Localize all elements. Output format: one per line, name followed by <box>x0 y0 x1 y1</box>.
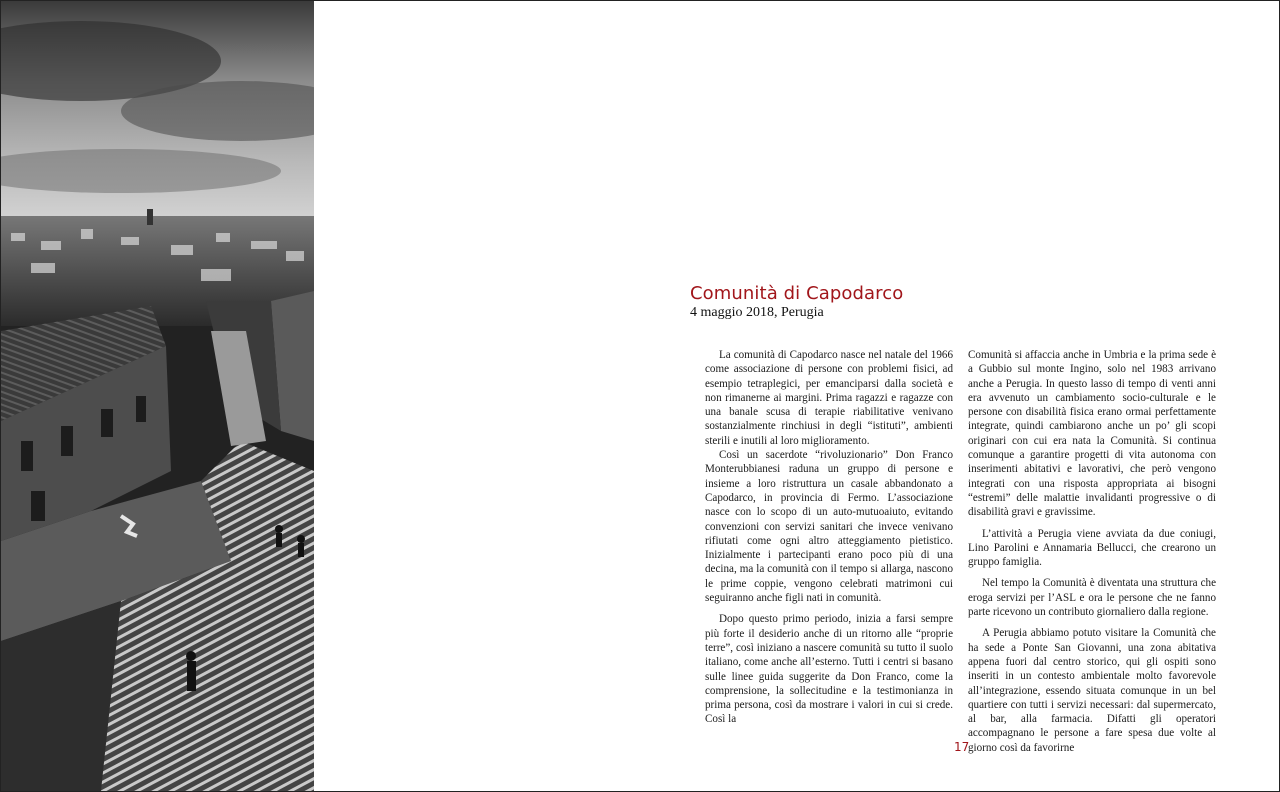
text-column-left <box>705 348 953 727</box>
text-column-right <box>968 348 1216 755</box>
photo-illustration <box>1 1 314 791</box>
paragraph: Dopo questo primo periodo, inizia a farsi sempre più forte il desiderio anche di un ritorno alle “proprie terre”, così iniziano a nascere comunità su tutto il suolo italiano, come anche all’esterno. Tutti i centri si basano sulle linee guida suggerite da Don Franco, come la comprensione, la sollecitudine e la testimonianza in prima persona, così da mostrare i valori in cui si crede. Così la <box>705 613 953 726</box>
paragraph: Comunità si affaccia anche in Umbria e la prima sede è a Gubbio sul monte Ingino, solo nel 1983 arrivano anche a Perugia. In questo lasso di tempo di venti anni era avvenuto un cambiamento socio-culturale e le persone con disabilità fisica erano ormai perfettamente integrate, quindi cambiarono anche un po’ gli scopi originari con cui era nata la Comunità. Si continua comunque a garantire progetti di vita autonoma con inserimenti abitativi e lavorativi, che però vengono integrati con una risposta appropriata ai bisogni “estremi” delle malattie invalidanti progressive o di disabilità gravi e gravissime. <box>968 349 1216 519</box>
paragraph: A Perugia abbiamo potuto visitare la Comunità che ha sede a Ponte San Giovanni, una zona abitativa appena fuori dal centro storico, qui gli ospiti sono inseriti in un contesto ambientale molto favorevole all’integrazione, essendo situata comunque in un bel quartiere con tutti i servizi necessari: dal supermercato, al bar, alla farmacia. Difatti gli operatori accompagnano le persone a fare spesa due volte al giorno così da favorirne <box>968 627 1216 754</box>
article-title: Comunità di Capodarco <box>690 283 904 304</box>
photo-perugia-stairs <box>1 1 314 791</box>
paragraph: Così un sacerdote “rivoluzionario” Don Franco Monterubbianesi raduna un gruppo di persone e insieme a loro ristruttura un casale abbandonato a Capodarco, in provincia di Fermo. L’associazione nasce con lo scopo di un auto-mutuoaiuto, evitando convenzioni con servizi sanitari che invece venivano rifiutati come ogni altro atteggiamento pietistico. Inizialmente i partecipanti erano poco più di una decina, ma la comunità con il tempo si allarga, nascono le prime coppie, vengono celebrati matrimoni cui seguiranno anche figli nati in comunità. <box>705 449 953 605</box>
paragraph: Nel tempo la Comunità è diventata una struttura che eroga servizi per l’ASL e ora le persone che ne fanno parte ricevono un contributo giornaliero dalla regione. <box>968 577 1216 619</box>
paragraph: L’attività a Perugia viene avviata da due coniugi, Lino Parolini e Annamaria Bellucci, che crearono un gruppo famiglia. <box>968 527 1216 569</box>
article-subtitle: 4 maggio 2018, Perugia <box>690 305 824 320</box>
paragraph: La comunità di Capodarco nasce nel natale del 1966 come associazione di persone con problemi fisici, ad esempio tetraplegici, per emanciparsi dalla società e non rimanerne ai margini. Prima ragazzi e ragazze con una banale scusa di terapie riabilitative venivano sostanzialmente rinchiusi in degli “istituti”, ambienti sterili e inutili al loro miglioramento. <box>705 349 953 447</box>
page-number: 17 <box>954 740 970 754</box>
